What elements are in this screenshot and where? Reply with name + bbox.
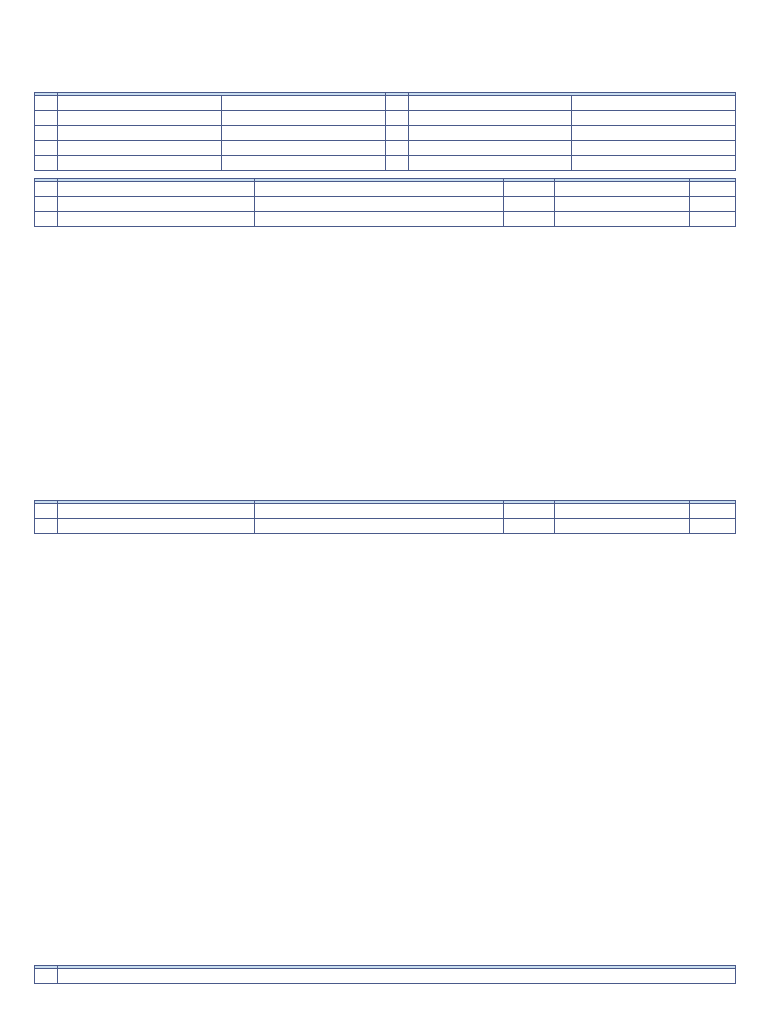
identity-table — [34, 92, 736, 171]
behaviour-table — [34, 965, 736, 984]
results-table-2 — [34, 500, 736, 534]
results-table-1 — [34, 178, 736, 227]
